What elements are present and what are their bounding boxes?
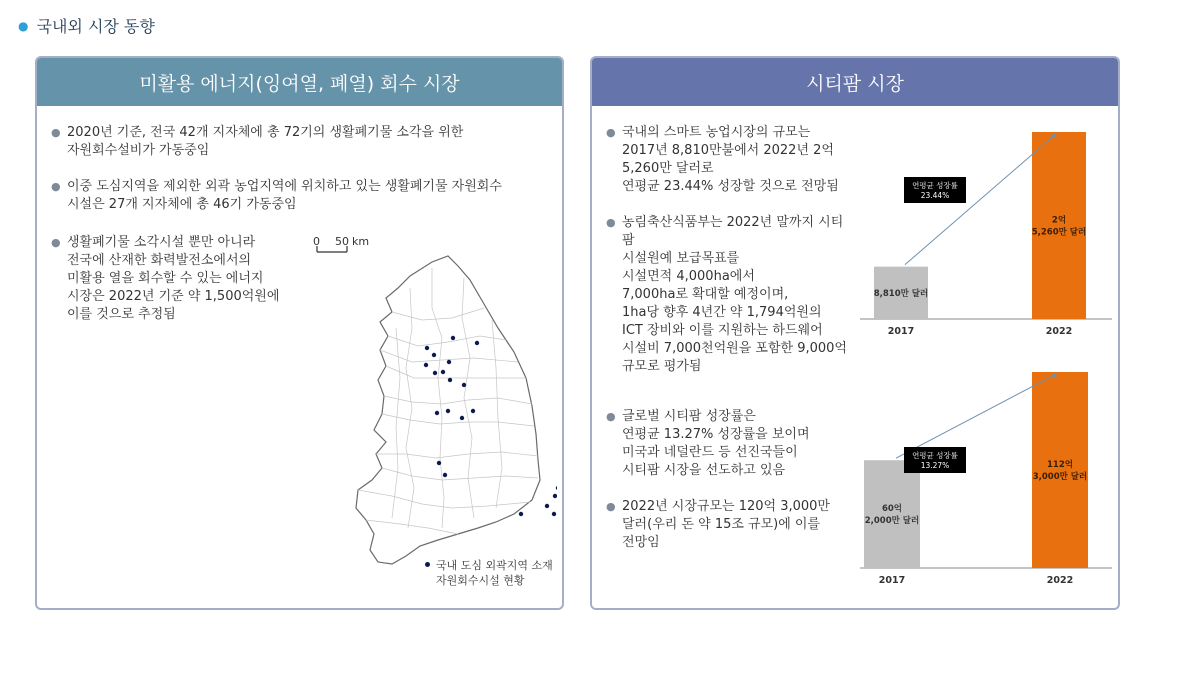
bullet-line: 이를 것으로 추정됨 bbox=[67, 307, 176, 322]
bullet-icon: ● bbox=[51, 126, 61, 139]
bullet-line: 시설비 7,000천억원을 포함한 9,000억 bbox=[622, 341, 847, 356]
facility-dot bbox=[433, 371, 437, 375]
smart-farm-market-chart bbox=[860, 124, 1112, 354]
bullet-item bbox=[600, 498, 850, 552]
facility-dot bbox=[435, 411, 439, 415]
cityfarm-panel-header: 시티팜 시장 bbox=[592, 58, 1118, 106]
bar-2022 bbox=[1032, 372, 1088, 568]
facility-dot bbox=[519, 512, 523, 516]
category-label: 2022 bbox=[1045, 326, 1073, 337]
bullet-icon: ● bbox=[606, 216, 616, 229]
facility-dot bbox=[446, 409, 450, 413]
map-legend bbox=[425, 558, 553, 588]
energy-recovery-panel bbox=[35, 56, 564, 610]
bullet-line: 이중 도심지역을 제외한 외곽 농업지역에 위치하고 있는 생활폐기물 자원회수 bbox=[67, 179, 502, 194]
bullet-line: 7,000ha로 확대할 예정이며, bbox=[622, 287, 789, 302]
bullet-item bbox=[45, 234, 295, 324]
legend-dot-icon bbox=[425, 562, 430, 567]
facility-dot bbox=[475, 341, 479, 345]
bullet-line: 시설원예 보급목표를 bbox=[622, 251, 740, 266]
bullet-line: 국내의 스마트 농업시장의 규모는 bbox=[622, 125, 811, 140]
bullet-line: 1ha당 향후 4년간 약 1,794억원의 bbox=[622, 305, 822, 320]
bullet-dot-icon: ● bbox=[18, 19, 29, 33]
bar-value-label: 112억 bbox=[1047, 460, 1073, 470]
facility-dot bbox=[462, 383, 466, 387]
legend-line bbox=[425, 558, 553, 573]
cityfarm-bullets-top bbox=[600, 124, 855, 394]
legend-text: 자원회수시설 현황 bbox=[436, 574, 525, 587]
section-title-text: 국내외 시장 동향 bbox=[36, 17, 155, 36]
bullet-icon: ● bbox=[51, 180, 61, 193]
energy-bullets-bottom bbox=[45, 234, 295, 342]
facility-dot bbox=[552, 512, 556, 516]
bullet-line: 전망임 bbox=[622, 535, 660, 550]
bullet-icon: ● bbox=[606, 500, 616, 513]
category-label: 2017 bbox=[878, 575, 906, 586]
facility-dot bbox=[556, 486, 557, 490]
bullet-line: 2022년 시장규모는 120억 3,000만 bbox=[622, 499, 830, 514]
category-label: 2017 bbox=[887, 326, 915, 337]
korea-map bbox=[292, 228, 557, 593]
bullet-line: 전국에 산재한 화력발전소에서의 bbox=[67, 253, 252, 268]
facility-dot bbox=[545, 504, 549, 508]
bullet-line: 농림축산식품부는 2022년 말까지 시티팜 bbox=[622, 215, 844, 248]
bullet-line: 생활폐기물 소각시설 뿐만 아니라 bbox=[67, 235, 256, 250]
scale-unit-label: km bbox=[352, 235, 370, 248]
bar-value-label: 60억 bbox=[881, 504, 903, 515]
bar-value-label: 8,810만 달러 bbox=[873, 288, 929, 299]
facility-dot bbox=[432, 353, 436, 357]
facility-dot bbox=[437, 461, 441, 465]
growth-rate-label: 23.44% bbox=[920, 191, 950, 200]
facility-dot bbox=[441, 370, 445, 374]
cityfarm-panel bbox=[590, 56, 1120, 610]
bullet-line: 미국과 네덜란드 등 선진국들이 bbox=[622, 445, 798, 460]
map-scale-bar bbox=[313, 235, 369, 252]
bar-value-label: 3,000만 달러 bbox=[1032, 472, 1088, 482]
bullet-icon: ● bbox=[606, 126, 616, 139]
facility-dot bbox=[553, 494, 557, 498]
bullet-icon: ● bbox=[51, 236, 61, 249]
facility-dot bbox=[451, 336, 455, 340]
bullet-line: 달러(우리 돈 약 15조 규모)에 이를 bbox=[622, 517, 821, 532]
bullet-item bbox=[600, 124, 855, 196]
bar-value-label: 2,000만 달러 bbox=[864, 516, 920, 527]
bullet-line: 시설면적 4,000ha에서 bbox=[622, 269, 755, 284]
bullet-line: 연평균 23.44% 성장할 것으로 전망됨 bbox=[622, 179, 839, 194]
bar-value-label: 2억 bbox=[1051, 215, 1067, 226]
bullet-icon: ● bbox=[606, 410, 616, 423]
cityfarm-bullets-bottom bbox=[600, 408, 850, 570]
bullet-line: ICT 장비와 이를 지원하는 하드웨어 bbox=[622, 323, 823, 338]
bullet-item bbox=[600, 214, 855, 376]
facility-dot bbox=[443, 473, 447, 477]
facility-dot bbox=[448, 378, 452, 382]
energy-recovery-panel-header: 미활용 에너지(잉여열, 폐열) 회수 시장 bbox=[37, 58, 562, 106]
bullet-item bbox=[600, 408, 850, 480]
bar-value-label: 5,260만 달러 bbox=[1031, 227, 1087, 238]
bar-2022 bbox=[1032, 132, 1086, 319]
bullet-line: 미활용 열을 회수할 수 있는 에너지 bbox=[67, 271, 264, 286]
bullet-line: 2020년 기준, 전국 42개 지자체에 총 72기의 생활폐기물 소각을 위한 bbox=[67, 125, 464, 140]
growth-rate-label: 연평균 성장률 bbox=[912, 181, 958, 190]
bullet-line: 글로벌 시티팜 성장률은 bbox=[622, 409, 756, 424]
bullet-line: 2017년 8,810만불에서 2022년 2억 5,260만 달러로 bbox=[622, 143, 834, 176]
bullet-item bbox=[45, 178, 555, 214]
bullet-item bbox=[45, 124, 555, 160]
scale-zero-label: 0 bbox=[313, 235, 320, 248]
section-title bbox=[18, 14, 155, 37]
growth-rate-label: 연평균 성장률 bbox=[912, 451, 958, 460]
facility-dot bbox=[460, 416, 464, 420]
scale-value-label: 50 bbox=[335, 235, 349, 248]
facility-dot bbox=[425, 346, 429, 350]
bullet-line: 연평균 13.27% 성장률을 보이며 bbox=[622, 427, 810, 442]
legend-text: 국내 도심 외곽지역 소재 bbox=[436, 559, 553, 572]
bullet-line: 시설은 27개 지자체에 총 46기 가동중임 bbox=[67, 197, 297, 212]
bullet-line: 자원회수설비가 가동중임 bbox=[67, 143, 210, 158]
bullet-line: 규모로 평가됨 bbox=[622, 359, 702, 374]
facility-dot bbox=[424, 363, 428, 367]
category-label: 2022 bbox=[1046, 575, 1074, 586]
bullet-line: 시장은 2022년 기준 약 1,500억원에 bbox=[67, 289, 280, 304]
growth-rate-label: 13.27% bbox=[920, 461, 950, 470]
facility-dot bbox=[447, 360, 451, 364]
facility-dot bbox=[471, 409, 475, 413]
bullet-line: 시티팜 시장을 선도하고 있음 bbox=[622, 463, 786, 478]
global-cityfarm-market-chart bbox=[860, 370, 1112, 600]
energy-bullets-top bbox=[45, 124, 555, 232]
